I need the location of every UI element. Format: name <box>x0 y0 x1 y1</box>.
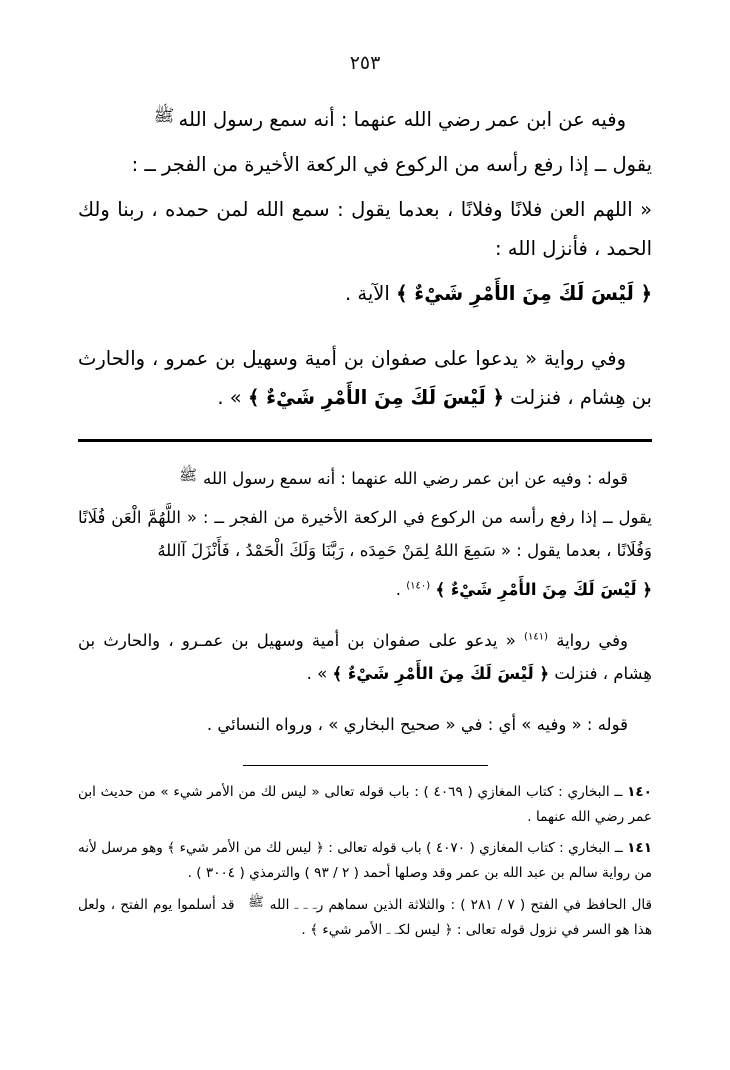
footnote-divider <box>243 765 488 766</box>
sharh-p2-quran: ﴿ لَيْسَ لَكَ مِنَ الأَمْرِ شَيْءٌ ﴾ <box>332 664 550 683</box>
footnote-text-a: قال الحافظ في الفتح ( ٧ / ٢٨١ ) : والثلاثة الذين سماهم ر <box>316 896 653 913</box>
section-divider <box>78 439 652 442</box>
matn-paragraph-2 <box>78 339 652 417</box>
matn-paragraph-1-line3 <box>78 190 652 268</box>
matn-paragraph-1-line4 <box>78 274 652 313</box>
sharh-paragraph-1-cont <box>78 501 652 567</box>
sharh-p3-text: قوله : « وفيه » أي : في « صحيح البخاري » ، ورواه النسائي . <box>206 715 628 734</box>
footnote-number: ١٤٠ <box>627 784 652 800</box>
matn-p2-text-a: وفي رواية « يدعوا على صفوان بن أمية وسهيل بن عمرو ، والحارث بن هِشام ، فنزلت <box>78 347 652 409</box>
sallallahu-alayhi-wasallam-icon <box>173 466 203 490</box>
footnote-text: ــ البخاري : كتاب المغازي ( ٤٠٦٩ ) : باب قوله تعالى « ليس لك من الأمر شيء » من حديث ابن عمر رضي الله عنهما . <box>78 784 652 826</box>
svg-text:ﷺ: ﷺ <box>178 466 198 485</box>
sallallahu-alayhi-wasallam-icon <box>149 105 179 133</box>
matn-p1-text-d: الآية . <box>345 282 390 305</box>
footnotes-section <box>78 780 652 943</box>
footnote-text-d: الأمر شيء ﴾ . <box>301 921 383 938</box>
matn-p2-quran: ﴿ لَيْسَ لَكَ مِنَ الأَمْرِ شَيْءٌ ﴾ <box>247 386 504 409</box>
svg-text:ﷺ: ﷺ <box>247 895 264 911</box>
ellipsis-faded: ـ ـ ـ <box>294 896 317 913</box>
sharh-paragraph-3 <box>78 708 652 741</box>
footnote-item <box>78 893 652 943</box>
spacer <box>78 696 652 708</box>
sharh-p1-text-a: قوله : وفيه عن ابن عمر رضي الله عنهما : أنه سمع رسول الله <box>203 469 628 488</box>
sharh-p2-text-a: وفي رواية <box>556 631 629 650</box>
matn-p1-text-b: يقول ــ إذا رفع رأسه من الركوع في الركعة الأخيرة من الفجر ــ : <box>131 153 652 176</box>
matn-p1-text-a: وفيه عن ابن عمر رضي الله عنهما : أنه سمع رسول الله <box>178 108 626 131</box>
matn-section <box>78 100 652 417</box>
matn-paragraph-1-line2 <box>78 145 652 184</box>
sharh-p1-end: . <box>395 580 401 599</box>
matn-p1-text-c: « اللهم العن فلانًا وفلانًا ، بعدما يقول : سمع الله لمن حمده ، ربنا ولك الحمد ، فأنزل الله : <box>78 198 652 260</box>
sharh-p1-quran: ﴿ لَيْسَ لَكَ مِنَ الأَمْرِ شَيْءٌ ﴾ <box>435 580 652 599</box>
svg-text:ﷺ: ﷺ <box>153 105 174 126</box>
sharh-section <box>78 462 652 741</box>
page-number: ٢٥٣ <box>349 52 381 74</box>
footnote-ref-141[interactable]: (١٤١) <box>524 631 548 643</box>
footnote-number: ١٤١ <box>627 840 653 857</box>
sharh-p2-text-c: » . <box>306 664 328 683</box>
sharh-p2-text-b: « يدعو على صفوان بن أمية وسهيل بن عمـرو ، والحارث بن هِشام ، فنزلت <box>78 631 652 683</box>
sharh-paragraph-1 <box>78 462 652 495</box>
matn-paragraph-1 <box>78 100 652 139</box>
footnote-ref-140[interactable]: (١٤٠) <box>406 580 431 592</box>
footnote-item <box>78 836 652 886</box>
footnote-text-c: قد أسلموا يوم الفتح ، ولعل هذا هو السر في نزول قوله تعالى : ﴿ ليس لك <box>78 896 652 938</box>
sharh-paragraph-2 <box>78 624 652 690</box>
spacer <box>78 319 652 339</box>
matn-p2-text-b: » . <box>217 386 242 409</box>
footnote-text-b: الله <box>269 896 290 913</box>
spacer <box>78 612 652 624</box>
sharh-paragraph-1-quran-line <box>78 573 652 606</box>
ellipsis-faded: ـ ـ <box>386 921 399 938</box>
footnote-item <box>78 780 652 830</box>
sallallahu-alayhi-wasallam-icon <box>240 895 270 914</box>
footnote-text: ــ البخاري : كتاب المغازي ( ٤٠٧٠ ) باب قوله تعالى : ﴿ ليس لك من الأمر شيء ﴾ وهو مرسل لأنه من رواية سالم بن عبد الله بن عمر وقد وصلها أحمد ( ٢ / ٩٣ ) والترمذي ( ٣٠٠٤ ) . <box>78 840 652 882</box>
sharh-p1-text-b: يقول ــ إذا رفع رأسه من الركوع في الركعة الأخيرة من الفجر ــ : « اللَّهُمَّ الْعَن فُلَانًا وَفُلَانًا ، بعدما يقول : « سَمِعَ اللهُ لِمَنْ حَمِدَه ، رَبَّنَا وَلَكَ الْحَمْدُ ، فَأَنْزَلَ آاللهُ <box>78 508 652 560</box>
matn-p1-quran: ﴿ لَيْسَ لَكَ مِنَ الأَمْرِ شَيْءٌ ﴾ <box>396 282 652 305</box>
